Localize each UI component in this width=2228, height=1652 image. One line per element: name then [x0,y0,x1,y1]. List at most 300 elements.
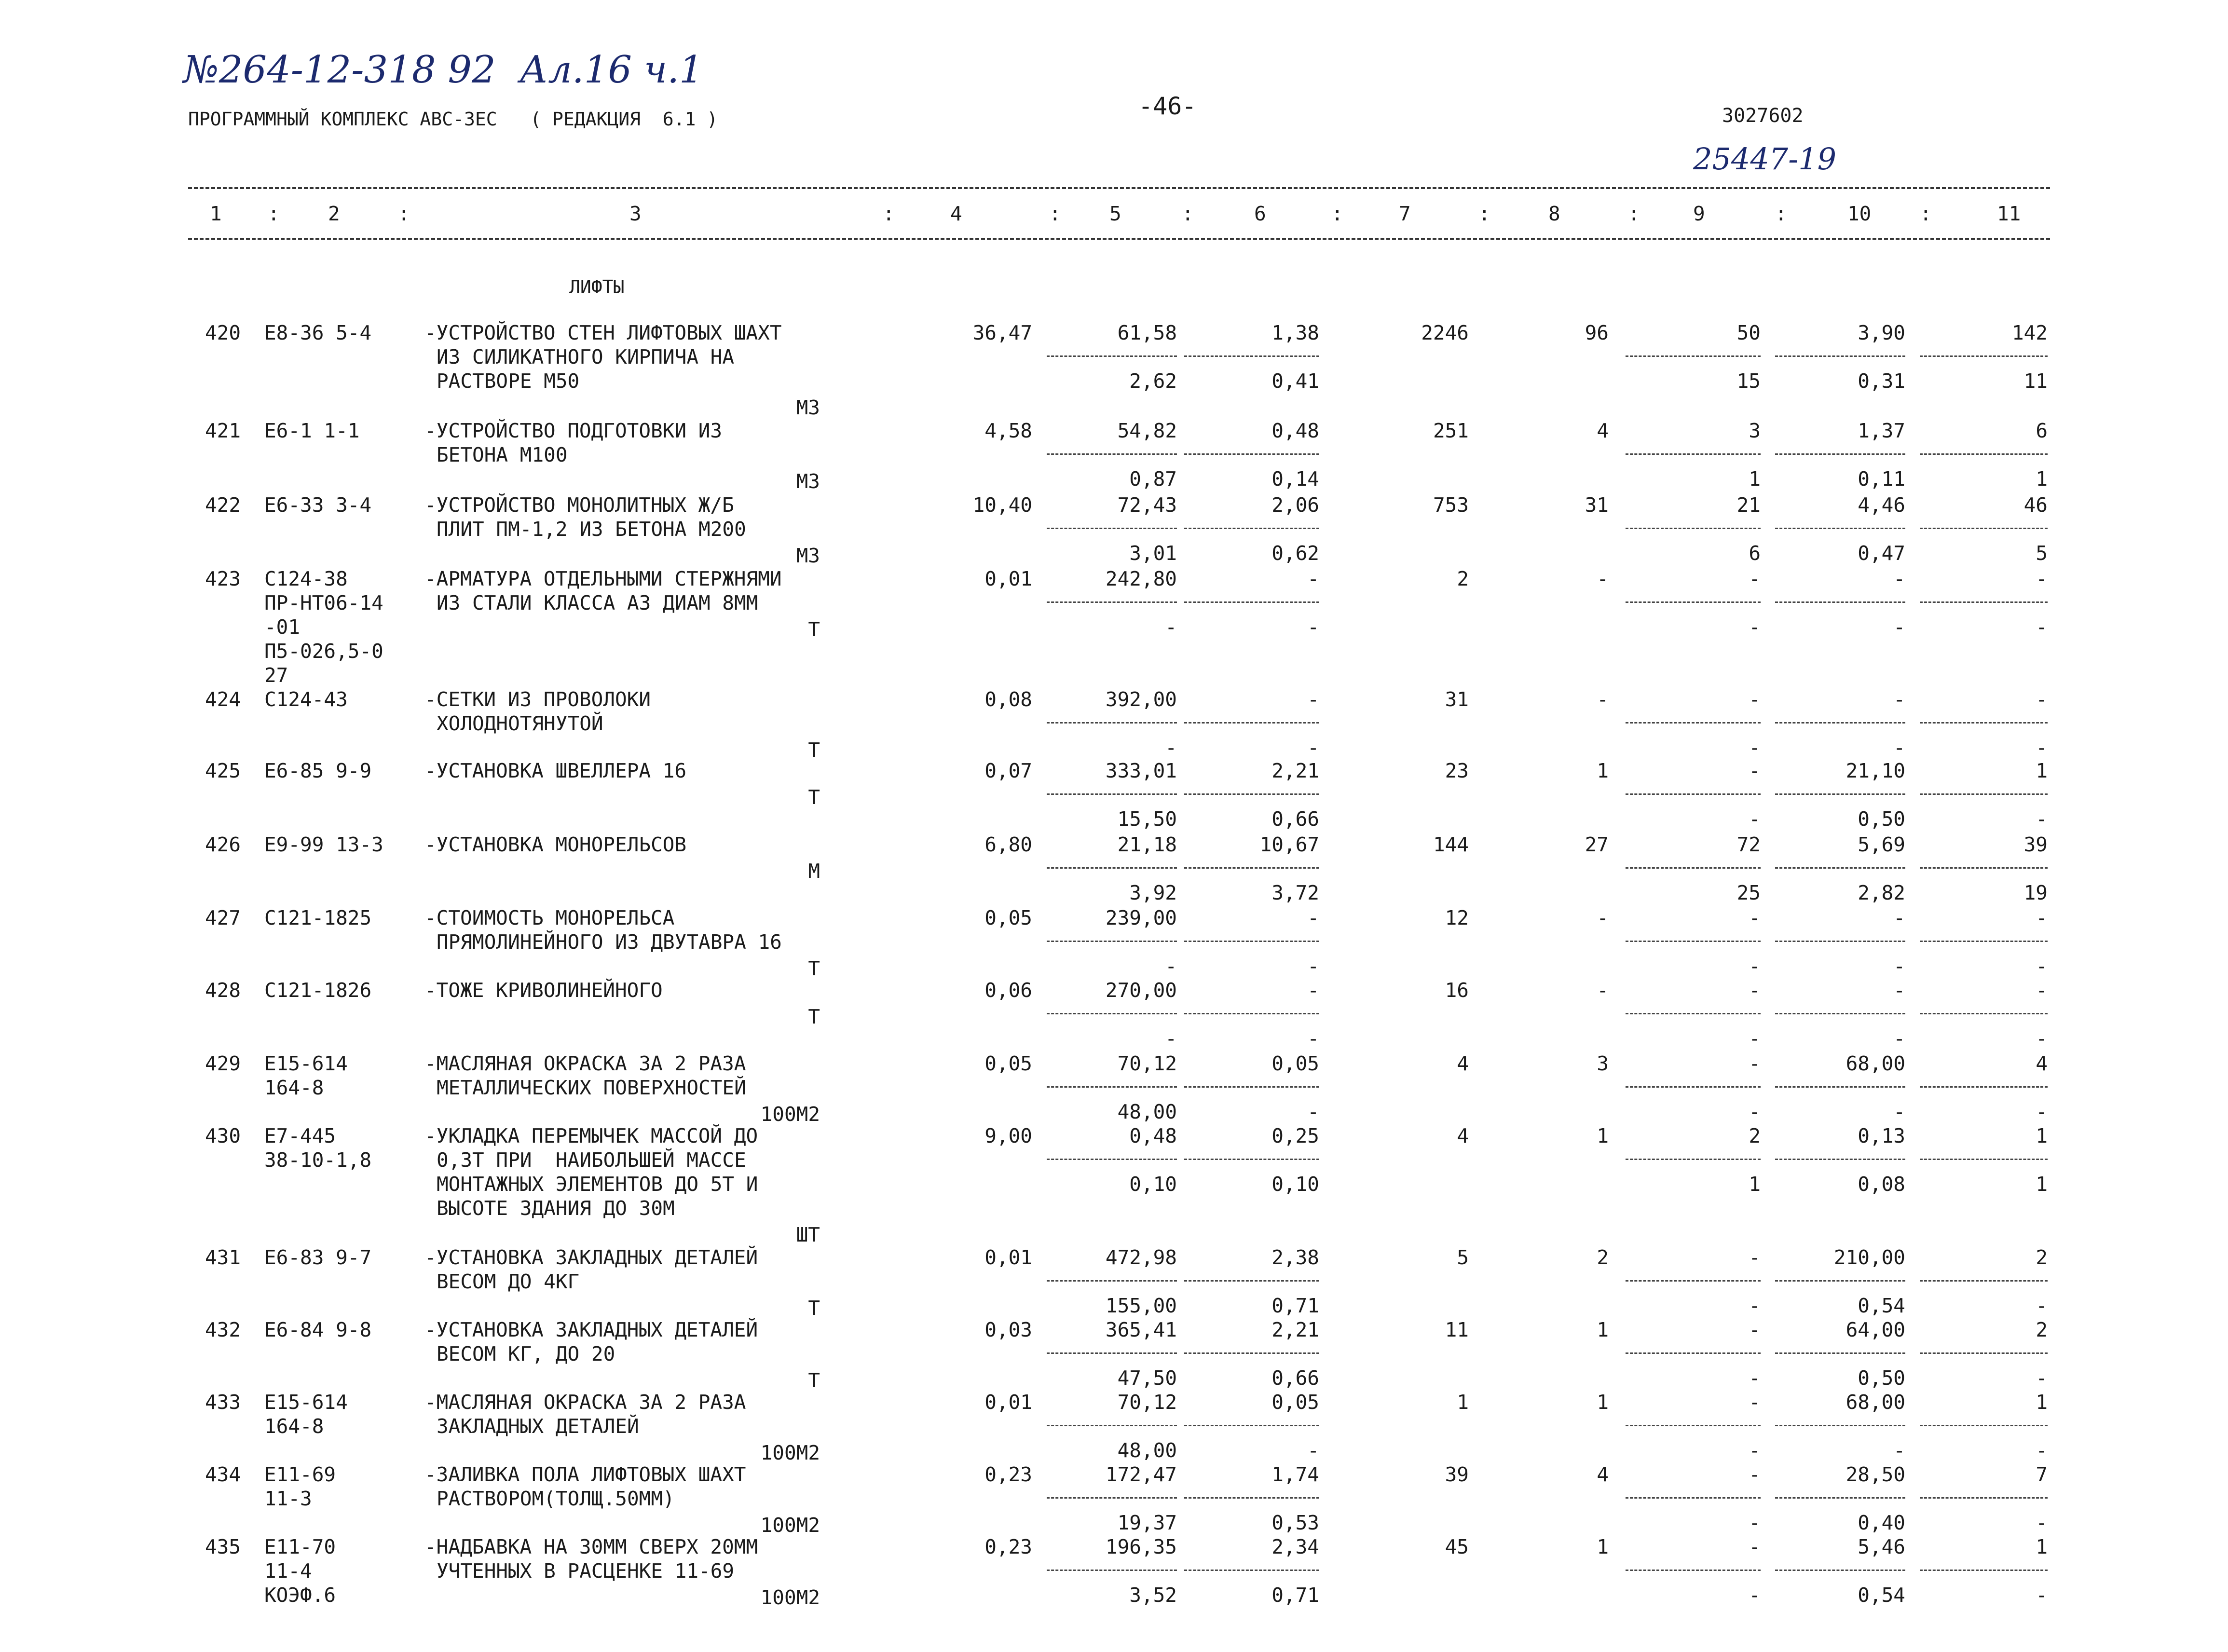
unit-cost-wages: 2,62 [1129,369,1177,393]
work-description: -МАСЛЯНАЯ ОКРАСКА ЗА 2 РАЗА [424,1052,746,1075]
unit-machinery: 2,34 [1271,1535,1319,1558]
unit-machinery: 2,38 [1271,1246,1319,1269]
unit-machinery: 0,05 [1271,1052,1319,1075]
unit-cost-wages: - [1165,736,1177,759]
work-description: -УСТАНОВКА ЗАКЛАДНЫХ ДЕТАЛЕЙ [424,1246,758,1269]
cost-separator [1184,1159,1319,1160]
cost-separator [1047,793,1177,795]
work-description: -АРМАТУРА ОТДЕЛЬНЫМИ СТЕРЖНЯМИ [424,567,782,590]
col11-subvalue: - [2036,1027,2048,1050]
unit-cost: 196,35 [1105,1535,1177,1558]
unit-machinery: 0,48 [1271,419,1319,442]
col11-subvalue: 5 [2036,542,2048,565]
quantity: 4,58 [984,419,1032,442]
col10-subvalue: - [1893,615,1905,639]
cost-separator [1626,1159,1761,1160]
col9-value: - [1749,979,1761,1002]
rate-code: -01 [264,615,301,639]
cost-separator [1920,1013,2048,1014]
cost-separator [1920,1497,2048,1499]
header-rule-top [188,187,2050,189]
work-description: -СТОИМОСТЬ МОНОРЕЛЬСА [424,906,675,929]
col10-value: - [1893,906,1905,929]
row-number: 420 [205,321,241,344]
unit: Т [808,786,820,809]
document-code: 3027602 [1722,105,1804,127]
col10-subvalue: - [1893,955,1905,978]
cost-separator [1626,1352,1761,1354]
unit-machinery-wages: - [1307,615,1319,639]
unit-machinery: - [1307,688,1319,711]
unit-cost: 270,00 [1105,979,1177,1002]
unit-cost-wages: 15,50 [1117,807,1177,831]
cost-separator [1184,1497,1319,1499]
quantity: 0,01 [984,567,1032,590]
cost-separator [1920,355,2048,357]
work-description: -УСТАНОВКА ШВЕЛЛЕРА 16 [424,759,687,782]
column-separator: : [1049,202,1061,225]
unit-cost: 333,01 [1105,759,1177,782]
unit-machinery-wages: 0,41 [1271,369,1319,393]
quantity: 0,05 [984,1052,1032,1075]
cost-separator [1626,1280,1761,1282]
cost-separator [1775,941,1905,942]
rate-code: Е9-99 13-3 [264,833,383,856]
rate-code: С124-43 [264,688,348,711]
unit-machinery-wages: 0,14 [1271,467,1319,491]
header-rule-bottom [188,238,2050,240]
unit: Т [808,738,820,762]
rate-code: Е8-36 5-4 [264,321,372,344]
total-cost: 251 [1433,419,1469,442]
col9-value: - [1749,1246,1761,1269]
quantity: 10,40 [972,493,1032,517]
quantity: 0,08 [984,688,1032,711]
col9-value: 72 [1736,833,1761,856]
rate-code: Е11-69 [264,1463,336,1486]
total-cost: 1 [1457,1391,1469,1414]
total-wages: 27 [1585,833,1609,856]
cost-separator [1775,1013,1905,1014]
unit-machinery-wages: - [1307,1027,1319,1050]
column-separator: : [1628,202,1640,225]
col10-subvalue: 0,54 [1858,1584,1905,1607]
cost-separator [1775,793,1905,795]
unit: Т [808,618,820,641]
unit-machinery: 1,74 [1271,1463,1319,1486]
unit-machinery: 2,21 [1271,1318,1319,1341]
col10-subvalue: 0,08 [1858,1173,1905,1196]
rate-code: Е11-70 [264,1535,336,1558]
quantity: 0,23 [984,1463,1032,1486]
cost-separator [1775,355,1905,357]
col9-value: - [1749,906,1761,929]
col10-subvalue: 0,40 [1858,1511,1905,1534]
cost-separator [1047,1280,1177,1282]
quantity: 6,80 [984,833,1032,856]
unit-cost: 70,12 [1117,1391,1177,1414]
unit-machinery-wages: - [1307,955,1319,978]
col9-value: - [1749,1463,1761,1486]
col11-subvalue: - [2036,1511,2048,1534]
cost-separator [1626,1497,1761,1499]
unit-machinery-wages: 0,71 [1271,1584,1319,1607]
unit-cost-wages: 0,87 [1129,467,1177,491]
col9-value: - [1749,1052,1761,1075]
work-description: ИЗ СИЛИКАТНОГО КИРПИЧА НА [437,345,735,369]
cost-separator [1626,793,1761,795]
cost-separator [1047,1425,1177,1426]
col9-subvalue: - [1749,807,1761,831]
column-separator: : [1920,202,1932,225]
work-description: ЗАКЛАДНЫХ ДЕТАЛЕЙ [437,1415,639,1438]
total-cost: 31 [1445,688,1469,711]
col9-value: - [1749,688,1761,711]
rate-code: Е6-33 3-4 [264,493,372,517]
row-number: 428 [205,979,241,1002]
cost-separator [1626,941,1761,942]
quantity: 0,23 [984,1535,1032,1558]
total-wages: 4 [1597,1463,1609,1486]
cost-separator [1184,1086,1319,1088]
row-number: 431 [205,1246,241,1269]
rate-code: ПР-НТ06-14 [264,591,383,614]
col10-value: - [1893,567,1905,590]
cost-separator [1920,867,2048,869]
unit-machinery-wages: - [1307,736,1319,759]
work-description: -УСТАНОВКА МОНОРЕЛЬСОВ [424,833,687,856]
col9-subvalue: - [1749,1366,1761,1390]
col9-subvalue: 15 [1736,369,1761,393]
total-wages: - [1597,906,1609,929]
cost-separator [1626,1425,1761,1426]
work-description: -УСТРОЙСТВО ПОДГОТОВКИ ИЗ [424,419,723,442]
unit-cost: 365,41 [1105,1318,1177,1341]
total-cost: 5 [1457,1246,1469,1269]
cost-separator [1626,601,1761,603]
unit-machinery: 10,67 [1259,833,1319,856]
work-description: МЕТАЛЛИЧЕСКИХ ПОВЕРХНОСТЕЙ [437,1076,746,1099]
unit-machinery-wages: 3,72 [1271,881,1319,904]
unit-cost: 70,12 [1117,1052,1177,1075]
cost-separator [1626,867,1761,869]
unit-machinery-wages: 0,53 [1271,1511,1319,1534]
cost-separator [1047,1497,1177,1499]
col10-subvalue: 0,31 [1858,369,1905,393]
program-header: ПРОГРАММНЫЙ КОМПЛЕКС АВС-ЗЕС ( РЕДАКЦИЯ 6.1 ) [188,109,718,130]
total-wages: 4 [1597,419,1609,442]
handwritten-reference: №264-12-318 92 Ал.16 ч.1 [183,48,703,92]
col11-value: 7 [2036,1463,2048,1486]
col11-value: 1 [2036,1391,2048,1414]
total-cost: 23 [1445,759,1469,782]
cost-separator [1047,722,1177,724]
col10-value: 3,90 [1858,321,1905,344]
cost-separator [1047,867,1177,869]
cost-separator [1184,601,1319,603]
cost-separator [1920,1352,2048,1354]
total-cost: 45 [1445,1535,1469,1558]
cost-separator [1920,793,2048,795]
rate-code: Е6-83 9-7 [264,1246,372,1269]
rate-code: С121-1826 [264,979,372,1002]
rate-code: 38-10-1,8 [264,1148,372,1172]
work-description: БЕТОНА М100 [437,443,568,466]
unit-cost-wages: - [1165,1027,1177,1050]
unit-cost: 54,82 [1117,419,1177,442]
col9-subvalue: 6 [1749,542,1761,565]
column-header-11: 11 [1997,202,2021,225]
rate-code: Е7-445 [264,1124,336,1147]
total-cost: 11 [1445,1318,1469,1341]
total-cost: 753 [1433,493,1469,517]
row-number: 435 [205,1535,241,1558]
work-description: РАСТВОРЕ М50 [437,369,580,393]
unit: М3 [796,544,820,567]
unit-machinery: 0,25 [1271,1124,1319,1147]
unit-cost: 242,80 [1105,567,1177,590]
col10-subvalue: 2,82 [1858,881,1905,904]
col10-subvalue: 0,54 [1858,1294,1905,1317]
unit-cost-wages: 3,92 [1129,881,1177,904]
cost-separator [1184,1013,1319,1014]
cost-separator [1047,355,1177,357]
col11-subvalue: 11 [2023,369,2048,393]
col9-subvalue: - [1749,1584,1761,1607]
rate-code: С121-1825 [264,906,372,929]
unit-machinery: - [1307,906,1319,929]
column-header-7: 7 [1399,202,1411,225]
col9-value: - [1749,1535,1761,1558]
work-description: ПЛИТ ПМ-1,2 ИЗ БЕТОНА М200 [437,518,746,541]
page-number: -46- [1138,92,1197,120]
row-number: 426 [205,833,241,856]
unit-machinery-wages: - [1307,1439,1319,1462]
col11-subvalue: 19 [2023,881,2048,904]
work-description: -МАСЛЯНАЯ ОКРАСКА ЗА 2 РАЗА [424,1391,746,1414]
unit-machinery-wages: 0,66 [1271,807,1319,831]
row-number: 425 [205,759,241,782]
row-number: 432 [205,1318,241,1341]
col11-value: 2 [2036,1318,2048,1341]
column-header-10: 10 [1847,202,1872,225]
col11-subvalue: - [2036,1439,2048,1462]
cost-separator [1047,1159,1177,1160]
rate-code: Е6-84 9-8 [264,1318,372,1341]
unit-machinery-wages: 0,71 [1271,1294,1319,1317]
col11-subvalue: - [2036,1100,2048,1123]
total-wages: 1 [1597,759,1609,782]
col11-subvalue: - [2036,1294,2048,1317]
col11-value: 4 [2036,1052,2048,1075]
column-header-1: 1 [210,202,222,225]
unit-machinery: 2,06 [1271,493,1319,517]
col11-value: 142 [2011,321,2048,344]
col9-subvalue: - [1749,736,1761,759]
total-wages: - [1597,979,1609,1002]
unit: М3 [796,470,820,493]
section-title: ЛИФТЫ [569,276,625,298]
col11-subvalue: 1 [2036,467,2048,491]
column-header-5: 5 [1109,202,1121,225]
unit-machinery-wages: - [1307,1100,1319,1123]
col10-value: 0,13 [1858,1124,1905,1147]
col11-value: - [2036,906,2048,929]
col9-subvalue: - [1749,1027,1761,1050]
rate-code: 164-8 [264,1076,324,1099]
col11-subvalue: 1 [2036,1173,2048,1196]
total-cost: 144 [1433,833,1469,856]
unit: М [808,860,820,883]
cost-separator [1184,793,1319,795]
cost-separator [1047,528,1177,529]
unit-cost-wages: 3,01 [1129,542,1177,565]
cost-separator [1920,1159,2048,1160]
unit-cost-wages: 47,50 [1117,1366,1177,1390]
quantity: 9,00 [984,1124,1032,1147]
cost-separator [1920,1570,2048,1571]
cost-separator [1775,867,1905,869]
rate-code: С124-38 [264,567,348,590]
cost-separator [1047,601,1177,603]
unit-cost-wages: 48,00 [1117,1439,1177,1462]
col9-subvalue: - [1749,1439,1761,1462]
quantity: 36,47 [972,321,1032,344]
col11-value: 39 [2023,833,2048,856]
row-number: 429 [205,1052,241,1075]
cost-separator [1047,941,1177,942]
col9-value: - [1749,759,1761,782]
rate-code: 27 [264,664,288,687]
cost-separator [1184,722,1319,724]
unit-machinery: - [1307,567,1319,590]
column-separator: : [268,202,280,225]
column-separator: : [883,202,895,225]
unit-machinery: - [1307,979,1319,1002]
row-number: 430 [205,1124,241,1147]
unit: 100М2 [760,1586,820,1609]
col9-value: - [1749,1318,1761,1341]
col10-subvalue: - [1893,736,1905,759]
col10-subvalue: 0,50 [1858,1366,1905,1390]
cost-separator [1184,453,1319,455]
col11-value: 46 [2023,493,2048,517]
work-description: -ЗАЛИВКА ПОЛА ЛИФТОВЫХ ШАХТ [424,1463,746,1486]
unit-cost: 172,47 [1105,1463,1177,1486]
work-description: -УСТРОЙСТВО СТЕН ЛИФТОВЫХ ШАХТ [424,321,782,344]
col10-value: 4,46 [1858,493,1905,517]
total-cost: 12 [1445,906,1469,929]
row-number: 434 [205,1463,241,1486]
unit-cost-wages: 19,37 [1117,1511,1177,1534]
quantity: 0,06 [984,979,1032,1002]
col11-value: 2 [2036,1246,2048,1269]
row-number: 427 [205,906,241,929]
col9-value: - [1749,567,1761,590]
unit-machinery-wages: 0,62 [1271,542,1319,565]
col11-subvalue: - [2036,736,2048,759]
unit-machinery: 2,21 [1271,759,1319,782]
unit-machinery-wages: 0,10 [1271,1173,1319,1196]
cost-separator [1920,941,2048,942]
col10-value: 1,37 [1858,419,1905,442]
work-description: 0,3Т ПРИ НАИБОЛЬШЕЙ МАССЕ [437,1148,746,1172]
unit: Т [808,1369,820,1392]
unit-cost: 239,00 [1105,906,1177,929]
unit-machinery: 1,38 [1271,321,1319,344]
col11-value: - [2036,567,2048,590]
rate-code: Е6-85 9-9 [264,759,372,782]
rate-code: 11-4 [264,1559,312,1583]
col9-subvalue: - [1749,955,1761,978]
rate-code: П5-026,5-0 [264,640,383,663]
cost-separator [1626,1086,1761,1088]
col10-value: - [1893,688,1905,711]
work-description: РАСТВОРОМ(ТОЛЩ.50ММ) [437,1487,675,1510]
col11-subvalue: - [2036,807,2048,831]
col9-subvalue: - [1749,1100,1761,1123]
column-header-4: 4 [950,202,962,225]
col9-value: - [1749,1391,1761,1414]
total-wages: 31 [1585,493,1609,517]
column-header-8: 8 [1548,202,1560,225]
total-wages: - [1597,688,1609,711]
total-wages: 1 [1597,1124,1609,1147]
cost-separator [1775,1159,1905,1160]
col9-subvalue: - [1749,1294,1761,1317]
col10-value: 210,00 [1833,1246,1905,1269]
work-description: -СЕТКИ ИЗ ПРОВОЛОКИ [424,688,651,711]
col11-value: 1 [2036,1535,2048,1558]
col10-subvalue: - [1893,1439,1905,1462]
col10-subvalue: 0,50 [1858,807,1905,831]
col11-subvalue: - [2036,1366,2048,1390]
cost-separator [1047,1570,1177,1571]
work-description: ИЗ СТАЛИ КЛАССА А3 ДИАМ 8ММ [437,591,758,614]
quantity: 0,07 [984,759,1032,782]
total-cost: 16 [1445,979,1469,1002]
rate-code: Е15-614 [264,1391,348,1414]
total-cost: 4 [1457,1052,1469,1075]
unit-cost: 21,18 [1117,833,1177,856]
cost-separator [1626,355,1761,357]
cost-separator [1920,453,2048,455]
cost-separator [1626,1013,1761,1014]
cost-separator [1047,453,1177,455]
work-description: -УСТРОЙСТВО МОНОЛИТНЫХ Ж/Б [424,493,734,517]
col10-subvalue: 0,47 [1858,542,1905,565]
col10-value: 5,46 [1858,1535,1905,1558]
work-description: -ТОЖЕ КРИВОЛИНЕЙНОГО [424,979,663,1002]
col9-subvalue: - [1749,1511,1761,1534]
total-wages: 1 [1597,1535,1609,1558]
column-header-3: 3 [629,202,642,225]
work-description: УЧТЕННЫХ В РАСЦЕНКЕ 11-69 [437,1559,735,1583]
col11-subvalue: - [2036,1584,2048,1607]
total-wages: - [1597,567,1609,590]
col11-value: - [2036,688,2048,711]
total-wages: 96 [1585,321,1609,344]
work-description: ВЕСОМ ДО 4КГ [437,1270,580,1293]
col9-value: 21 [1736,493,1761,517]
row-number: 423 [205,567,241,590]
col9-value: 3 [1749,419,1761,442]
column-separator: : [1182,202,1194,225]
work-description: ХОЛОДНОТЯНУТОЙ [437,712,603,735]
quantity: 0,03 [984,1318,1032,1341]
column-header-9: 9 [1693,202,1705,225]
row-number: 433 [205,1391,241,1414]
